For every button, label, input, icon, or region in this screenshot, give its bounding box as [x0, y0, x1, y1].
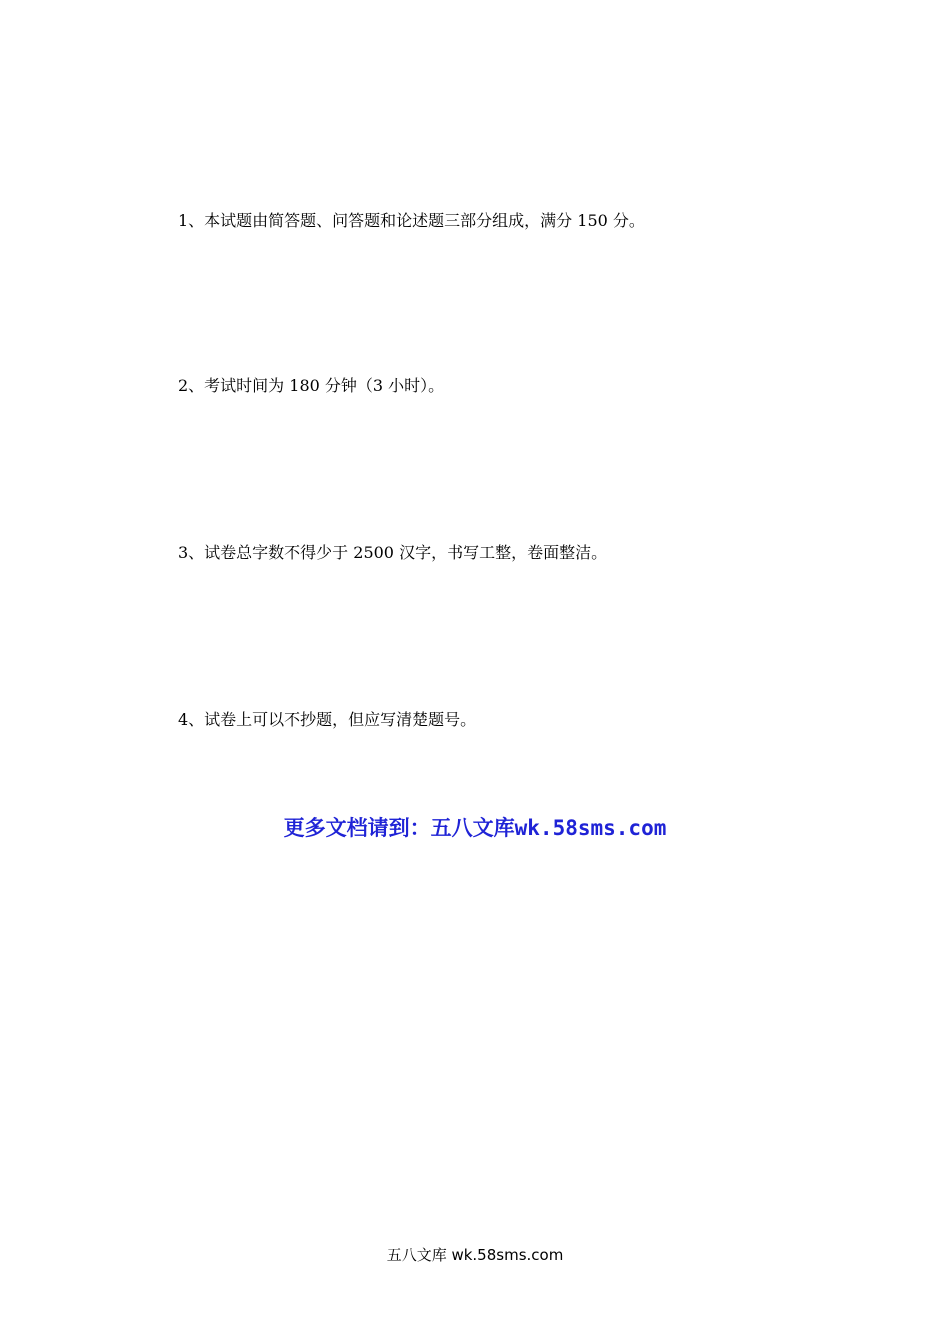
promo-text: 更多文档请到：五八文库 — [283, 816, 515, 840]
instruction-item-3: 3、试卷总字数不得少于 2500 汉字，书写工整，卷面整洁。 — [178, 543, 608, 562]
promo-link[interactable] — [0, 815, 950, 841]
instruction-item-1: 1、本试题由简答题、问答题和论述题三部分组成，满分 150 分。 — [178, 211, 645, 230]
instruction-item-4: 4、试卷上可以不抄题，但应写清楚题号。 — [178, 710, 477, 729]
promo-domain: wk.58sms.com — [514, 816, 667, 840]
page-footer: 五八文库 wk.58sms.com — [386, 1246, 564, 1264]
instruction-item-2: 2、考试时间为 180 分钟（3 小时）。 — [178, 376, 445, 395]
